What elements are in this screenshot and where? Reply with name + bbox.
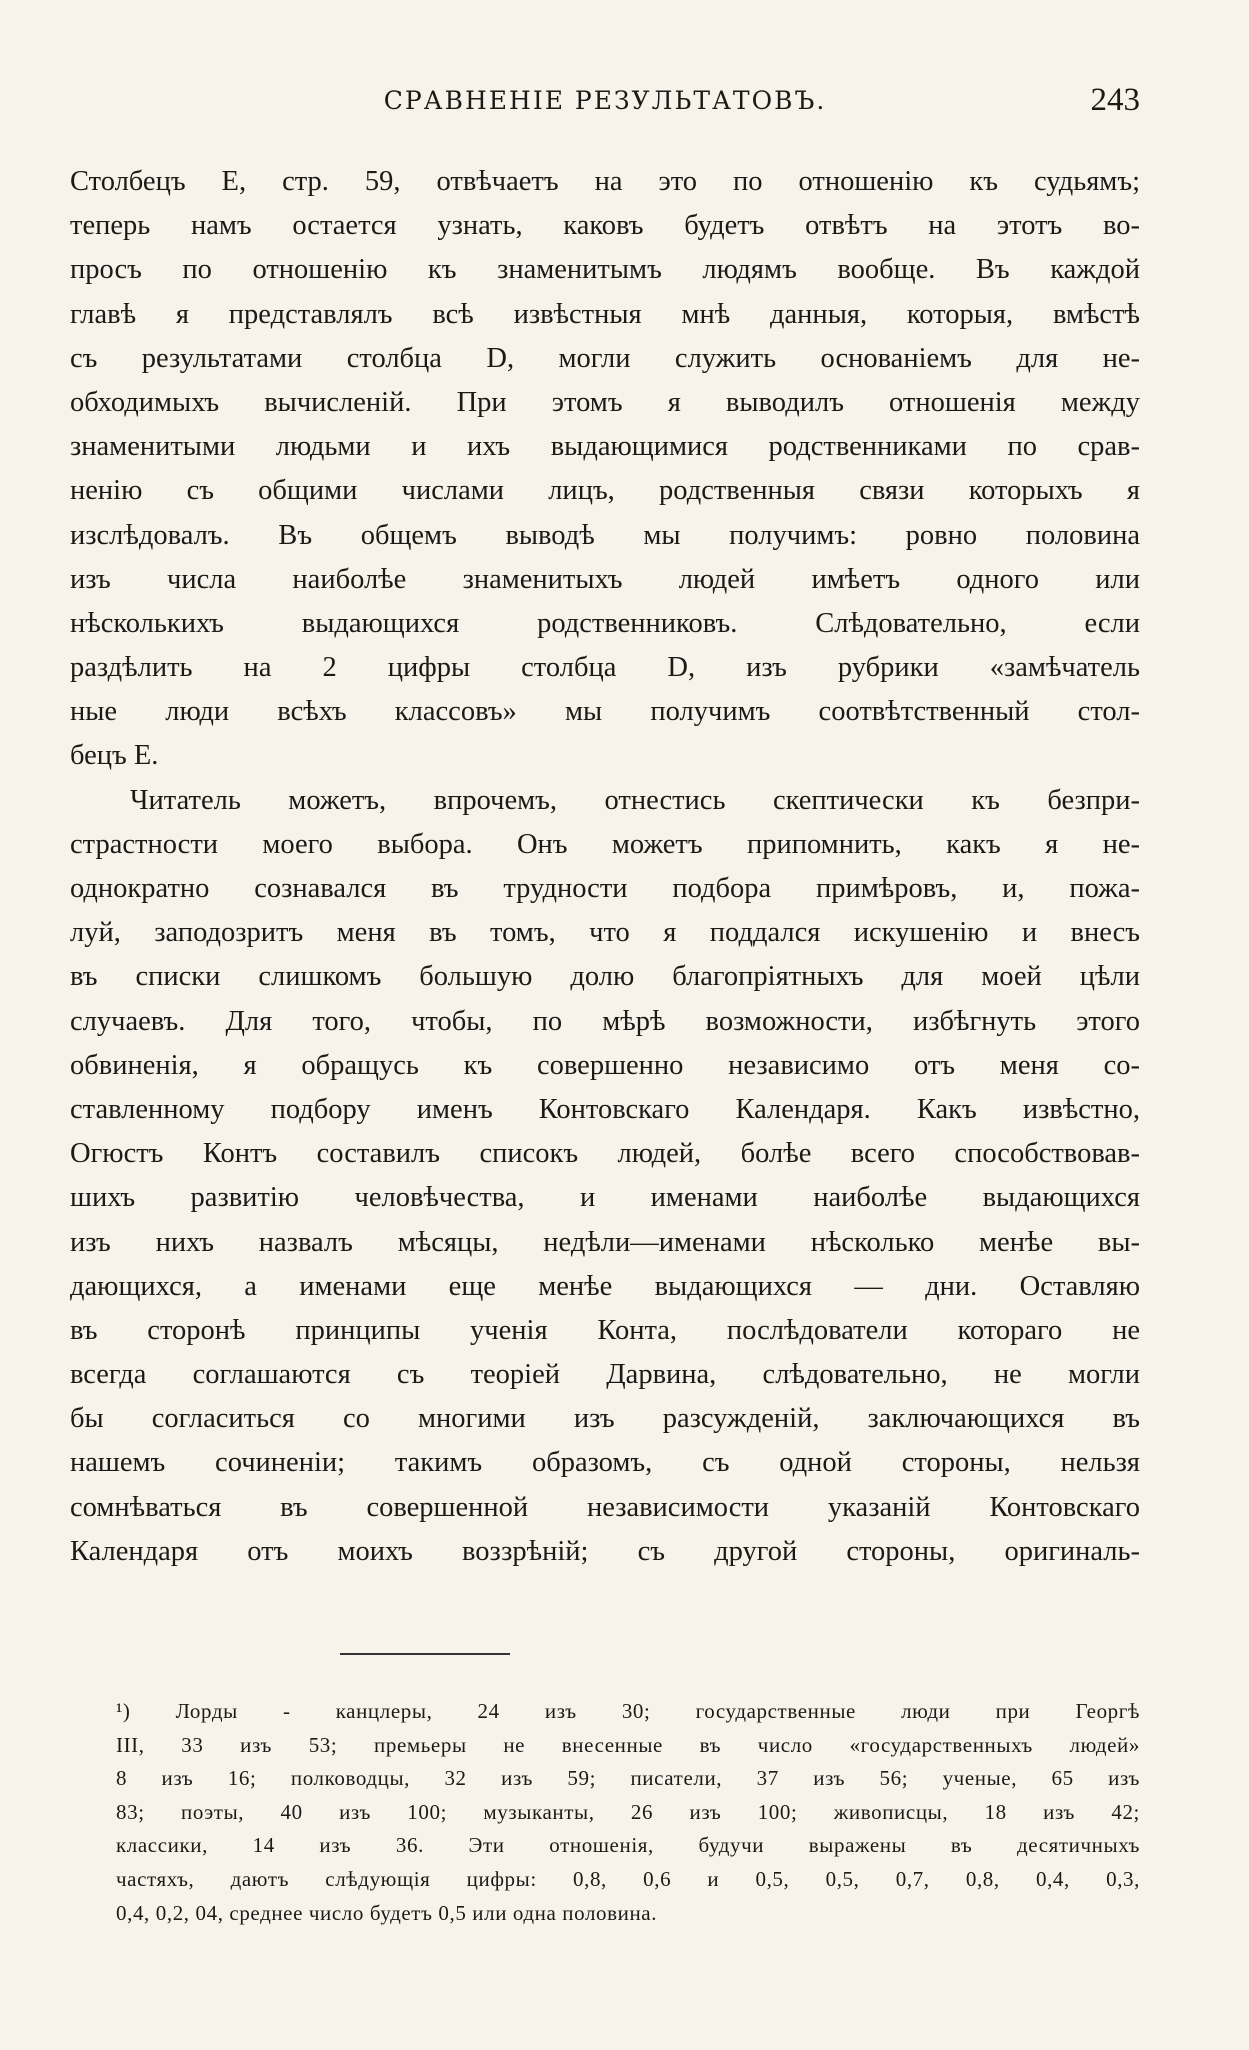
text-line: съ результатами столбца D, могли служить основаніемъ для не- bbox=[70, 342, 1140, 374]
text-line: изъ нихъ назвалъ мѣсяцы, недѣли—именами нѣсколько менѣе вы- bbox=[70, 1226, 1140, 1258]
text-line: Огюстъ Контъ составилъ списокъ людей, болѣе всего способствовав- bbox=[70, 1138, 1140, 1170]
text-line: изъ числа наиболѣе знаменитыхъ людей имѣетъ одного или bbox=[70, 563, 1140, 595]
text-line: Столбецъ Е, стр. 59, отвѣчаетъ на это по отношенію къ судьямъ; bbox=[70, 166, 1140, 197]
footnote bbox=[116, 1695, 1140, 1930]
text-line: изслѣдовалъ. Въ общемъ выводѣ мы получимъ: ровно половина bbox=[70, 519, 1140, 551]
text-line: нашемъ сочиненіи; такимъ образомъ, съ одной стороны, нельзя bbox=[70, 1447, 1140, 1479]
text-line: обвиненія, я обращусь къ совершенно независимо отъ меня со- bbox=[70, 1049, 1140, 1081]
text-line: Календаря отъ моихъ воззрѣній; съ другой стороны, оригиналь- bbox=[70, 1535, 1140, 1567]
footnote-line: классики, 14 изъ 36. Эти отношенія, будучи выражены въ десятичныхъ bbox=[116, 1833, 1140, 1858]
text-line: нѣсколькихъ выдающихся родственниковъ. Слѣдовательно, если bbox=[70, 607, 1140, 639]
text-line: однократно сознавался въ трудности подбора примѣровъ, и, пожа- bbox=[70, 873, 1140, 904]
text-line: бы согласиться со многими изъ разсужденій, заключающихся въ bbox=[70, 1403, 1140, 1435]
text-line: теперь намъ остается узнать, каковъ будетъ отвѣтъ на этотъ во- bbox=[70, 210, 1140, 242]
page-number: 243 bbox=[1090, 82, 1140, 118]
text-line: раздѣлить на 2 цифры столбца D, изъ рубрики «замѣчатель bbox=[70, 652, 1140, 684]
text-line: сомнѣваться въ совершенной независимости указаній Контовскаго bbox=[70, 1491, 1140, 1523]
text-line: луй, заподозритъ меня въ томъ, что я поддался искушенію и внесъ bbox=[70, 917, 1140, 949]
text-line: ные люди всѣхъ классовъ» мы получимъ соотвѣтственный стол- bbox=[70, 696, 1140, 728]
text-line: просъ по отношенію къ знаменитымъ людямъ вообще. Въ каждой bbox=[70, 254, 1140, 286]
running-title: СРАВНЕНІЕ РЕЗУЛЬТАТОВЪ. bbox=[383, 86, 827, 115]
text-line: обходимыхъ вычисленій. При этомъ я выводилъ отношенія между bbox=[70, 386, 1140, 418]
footnote-line: 83; поэты, 40 изъ 100; музыканты, 26 изъ 100; живописцы, 18 изъ 42; bbox=[116, 1799, 1140, 1824]
footnote-line: 8 изъ 16; полководцы, 32 изъ 59; писатели, 37 изъ 56; ученые, 65 изъ bbox=[116, 1766, 1140, 1791]
text-line: главѣ я представлялъ всѣ извѣстныя мнѣ данныя, которыя, вмѣстѣ bbox=[70, 298, 1140, 330]
text-line: всегда соглашаются съ теоріей Дарвина, слѣдовательно, не могли bbox=[70, 1359, 1140, 1391]
footnote-line: III, 33 изъ 53; премьеры не внесенные въ число «государственныхъ людей» bbox=[116, 1732, 1140, 1757]
text-line: дающихся, а именами еще менѣе выдающихся — дни. Оставляю bbox=[70, 1270, 1140, 1302]
text-line: шихъ развитію человѣчества, и именами наиболѣе выдающихся bbox=[70, 1182, 1140, 1214]
text-line: бецъ Е. bbox=[70, 740, 159, 772]
page-header bbox=[70, 82, 1140, 122]
text-line: случаевъ. Для того, чтобы, по мѣрѣ возможности, избѣгнуть этого bbox=[70, 1005, 1140, 1037]
footnote-line: 0,4, 0,2, 04, среднее число будетъ 0,5 или одна половина. bbox=[116, 1900, 658, 1925]
text-line: въ списки слишкомъ большую долю благопріятныхъ для моей цѣли bbox=[70, 961, 1140, 993]
footnote-line: частяхъ, даютъ слѣдующія цифры: 0,8, 0,6 и 0,5, 0,5, 0,7, 0,8, 0,4, 0,3, bbox=[116, 1866, 1140, 1891]
text-line: Читатель можетъ, впрочемъ, отнестись скептически къ безпри- bbox=[130, 784, 1140, 816]
body-text bbox=[70, 160, 1140, 1574]
footnote-divider bbox=[340, 1653, 510, 1655]
footnote-line: ¹) Лорды - канцлеры, 24 изъ 30; государственные люди при Георгѣ bbox=[116, 1699, 1140, 1723]
text-line: ненію съ общими числами лицъ, родственныя связи которыхъ я bbox=[70, 475, 1140, 507]
text-line: ставленному подбору именъ Контовскаго Календаря. Какъ извѣстно, bbox=[70, 1093, 1140, 1125]
text-line: въ сторонѣ принципы ученія Конта, послѣдователи котораго не bbox=[70, 1314, 1140, 1346]
text-line: страстности моего выбора. Онъ можетъ припомнить, какъ я не- bbox=[70, 828, 1140, 860]
text-line: знаменитыми людьми и ихъ выдающимися родственниками по срав- bbox=[70, 431, 1140, 463]
